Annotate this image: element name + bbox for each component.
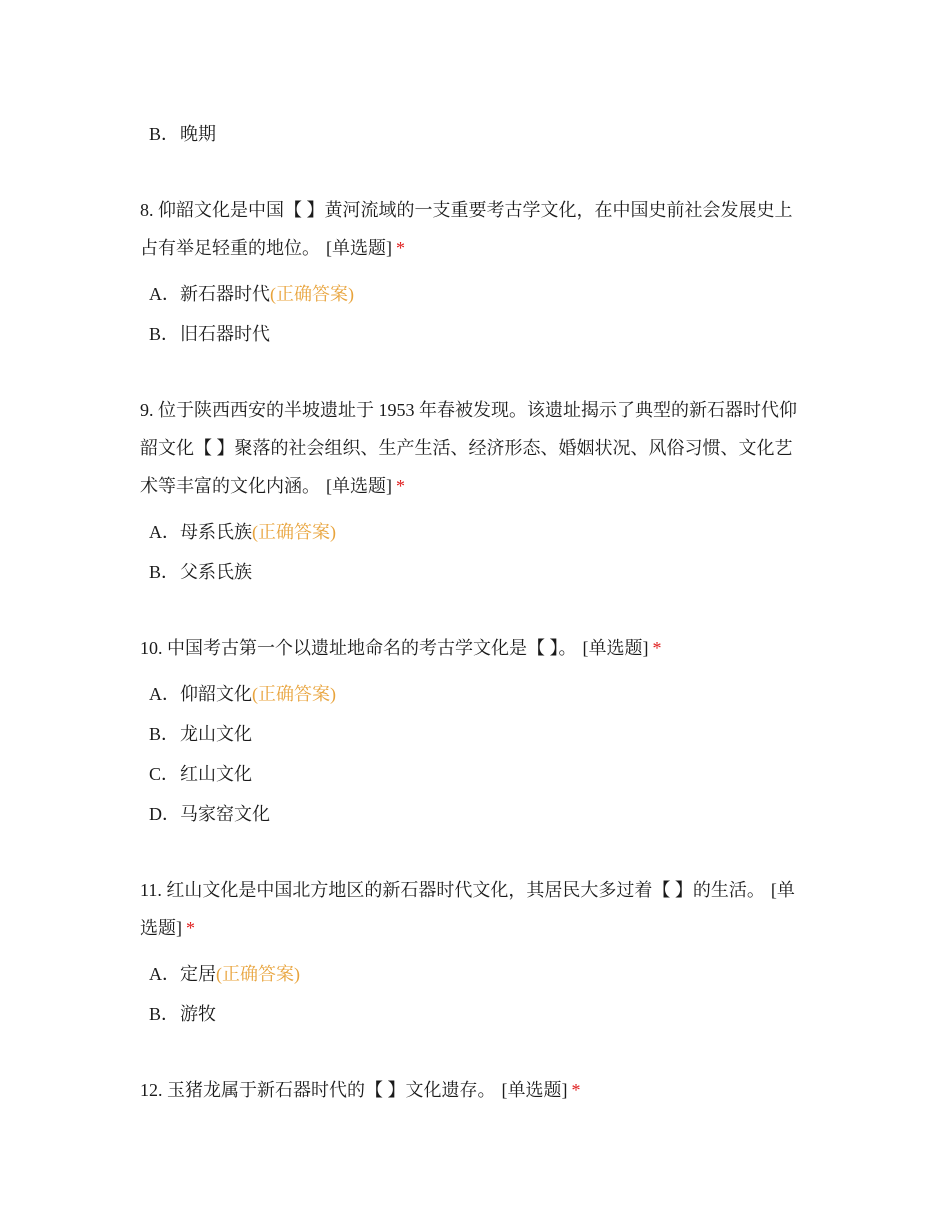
required-mark: * xyxy=(571,1080,581,1100)
option-text: 马家窑文化 xyxy=(180,804,270,824)
q9-option-a[interactable] xyxy=(149,520,336,544)
question-type: [单选题] xyxy=(140,880,795,938)
option-text: 龙山文化 xyxy=(180,724,252,744)
q9-option-b[interactable] xyxy=(149,560,252,584)
question-11 xyxy=(140,871,805,947)
correct-answer-label: (正确答案) xyxy=(216,964,300,984)
required-mark: * xyxy=(396,476,405,496)
option-text: 父系氏族 xyxy=(180,562,252,582)
option-letter: A． xyxy=(149,284,180,304)
option-letter: B． xyxy=(149,724,180,744)
q11-option-b[interactable] xyxy=(149,1002,216,1026)
q10-option-b[interactable] xyxy=(149,722,252,746)
question-type: [单选题] xyxy=(326,476,392,496)
option-text: 旧石器时代 xyxy=(180,324,270,344)
q8-option-a[interactable] xyxy=(149,282,354,306)
option-text: 定居 xyxy=(180,964,216,984)
option-text: 游牧 xyxy=(180,1004,216,1024)
option-letter: B． xyxy=(149,124,180,144)
question-8 xyxy=(140,191,805,267)
question-type: [单选题] xyxy=(326,238,392,258)
correct-answer-label: (正确答案) xyxy=(252,684,336,704)
option-text: 红山文化 xyxy=(180,764,252,784)
option-text: 母系氏族 xyxy=(180,522,252,542)
option-text: 晚期 xyxy=(180,124,216,144)
q8-option-b[interactable] xyxy=(149,322,270,346)
required-mark: * xyxy=(186,918,195,938)
option-letter: D． xyxy=(149,804,180,824)
option-letter: A． xyxy=(149,964,180,984)
q10-option-c[interactable] xyxy=(149,762,252,786)
q7-option-b[interactable] xyxy=(149,122,216,146)
q10-option-d[interactable] xyxy=(149,802,270,826)
option-letter: A． xyxy=(149,684,180,704)
correct-answer-label: (正确答案) xyxy=(270,284,354,304)
question-9 xyxy=(140,391,805,505)
q10-option-a[interactable] xyxy=(149,682,336,706)
option-text: 新石器时代 xyxy=(180,284,270,304)
question-text: 10. 中国考古第一个以遗址地命名的考古学文化是【 】。 xyxy=(140,638,577,658)
question-type: [单选题] xyxy=(582,638,649,658)
option-text: 仰韶文化 xyxy=(180,684,252,704)
question-text: 8. 仰韶文化是中国【 】黄河流域的一支重要考古学文化，在中国史前社会发展史上占有举足轻重的地位。 xyxy=(140,200,793,258)
option-letter: B． xyxy=(149,562,180,582)
correct-answer-label: (正确答案) xyxy=(252,522,336,542)
question-type: [单选题] xyxy=(501,1080,568,1100)
required-mark: * xyxy=(652,638,662,658)
question-text: 9. 位于陕西西安的半坡遗址于 1953 年春被发现。该遗址揭示了典型的新石器时代仰韶文化【 】聚落的社会组织、生产生活、经济形态、婚姻状况、风俗习惯、文化艺术等丰富的文化内涵。 xyxy=(140,400,797,496)
required-mark: * xyxy=(396,238,405,258)
option-letter: B． xyxy=(149,1004,180,1024)
option-letter: A． xyxy=(149,522,180,542)
question-text: 11. 红山文化是中国北方地区的新石器时代文化，其居民大多过着【 】的生活。 xyxy=(140,880,765,900)
option-letter: B． xyxy=(149,324,180,344)
q11-option-a[interactable] xyxy=(149,962,300,986)
question-10 xyxy=(140,629,805,667)
option-letter: C． xyxy=(149,764,180,784)
question-text: 12. 玉猪龙属于新石器时代的【 】文化遗存。 xyxy=(140,1080,496,1100)
question-12 xyxy=(140,1071,805,1109)
